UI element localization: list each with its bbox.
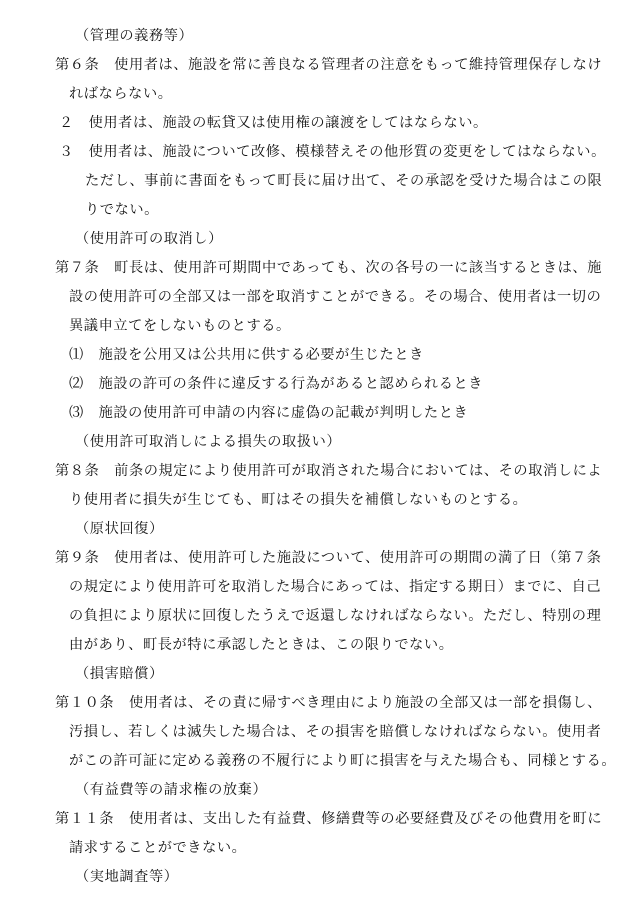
article-6-paragraph-3-continuation: ただし、事前に書面をもって町長に届け出て、その承認を受けた場合はこの限 <box>85 173 603 189</box>
article-11: 第１１条 使用者は、支出した有益費、修繕費等の必要経費及びその他費用を町に <box>55 811 603 827</box>
article-7-item-2: ⑵ 施設の許可の条件に違反する行為があると認められるとき <box>69 376 484 392</box>
section-heading: （有益費等の請求権の放棄） <box>75 782 268 798</box>
article-6-paragraph-3: ３ 使用者は、施設について改修、模様替えその他形質の変更をしてはならない。 <box>59 144 606 160</box>
article-6-paragraph-3-continuation: りでない。 <box>85 202 159 218</box>
section-heading: （使用許可取消しによる損失の取扱い） <box>75 434 342 450</box>
article-6-paragraph-2: ２ 使用者は、施設の転貸又は使用権の譲渡をしてはならない。 <box>59 115 488 131</box>
article-8-continuation: り使用者に損失が生じても、町はその損失を補償しないものとする。 <box>69 492 528 508</box>
article-7-continuation: 設の使用許可の全部又は一部を取消すことができる。その場合、使用者は一切の <box>69 289 602 305</box>
article-10-continuation: がこの許可証に定める義務の不履行により町に損害を与えた場合も、同様とする。 <box>69 753 617 769</box>
article-11-continuation: 請求することができない。 <box>69 840 247 856</box>
section-heading: （実地調査等） <box>75 869 179 885</box>
article-9-continuation: の負担により原状に回復したうえで返還しなければならない。ただし、特別の理 <box>69 608 602 624</box>
section-heading: （管理の義務等） <box>75 28 194 44</box>
article-8: 第８条 前条の規定により使用許可が取消された場合においては、その取消しによ <box>55 463 603 479</box>
section-heading: （原状回復） <box>75 521 164 537</box>
article-6-continuation: ればならない。 <box>69 86 173 102</box>
article-9-continuation: 由があり、町長が特に承認したときは、この限りでない。 <box>69 637 454 653</box>
article-7: 第７条 町長は、使用許可期間中であっても、次の各号の一に該当するときは、施 <box>55 260 602 276</box>
article-10: 第１０条 使用者は、その責に帰すべき理由により施設の全部又は一部を損傷し、 <box>55 695 602 711</box>
article-9: 第９条 使用者は、使用許可した施設について、使用許可の期間の満了日（第７条 <box>55 550 602 566</box>
section-heading: （使用許可の取消し） <box>75 231 223 247</box>
article-10-continuation: 汚損し、若しくは滅失した場合は、その損害を賠償しなければならない。使用者 <box>69 724 602 740</box>
article-7-continuation: 異議申立てをしないものとする。 <box>69 318 291 334</box>
section-heading: （損害賠償） <box>75 666 164 682</box>
article-7-item-1: ⑴ 施設を公用又は公共用に供する必要が生じたとき <box>69 347 424 363</box>
article-9-continuation: の規定により使用許可を取消した場合にあっては、指定する期日）までに、自己 <box>69 579 602 595</box>
article-6: 第６条 使用者は、施設を常に善良なる管理者の注意をもって維持管理保存しなけ <box>55 57 603 73</box>
article-7-item-3: ⑶ 施設の使用許可申請の内容に虚偽の記載が判明したとき <box>69 405 469 421</box>
